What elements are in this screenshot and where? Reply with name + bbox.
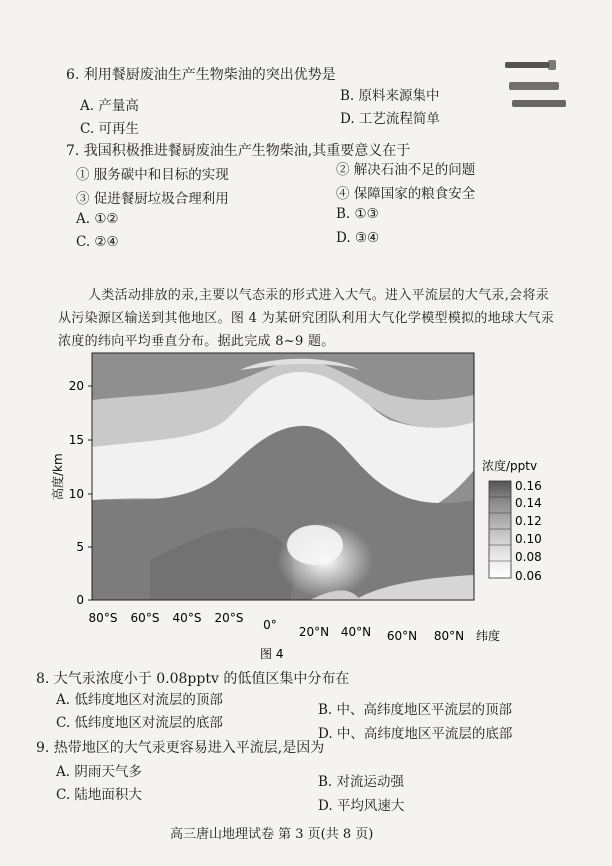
q6-option-b: B. 原料来源集中 xyxy=(340,88,440,104)
xtick-label: 40°S xyxy=(172,611,202,625)
x-axis xyxy=(89,611,500,643)
q8-option-a: A. 低纬度地区对流层的顶部 xyxy=(56,692,223,708)
q8-option-d: D. 中、高纬度地区平流层的底部 xyxy=(318,726,513,742)
passage-line-2: 从污染源区输送到其他地区。图 4 为某研究团队利用大气化学模型模拟的地球大气汞 xyxy=(58,311,555,326)
y-axis xyxy=(50,379,92,607)
legend-value: 0.16 xyxy=(515,479,542,493)
passage-line-1: 人类活动排放的汞,主要以气态汞的形式进入大气。进入平流层的大气汞,会将汞 xyxy=(88,288,550,303)
xtick-label: 20°S xyxy=(214,611,244,625)
legend xyxy=(482,458,542,583)
legend-value: 0.06 xyxy=(515,569,542,583)
xtick-label: 80°N xyxy=(433,629,465,643)
xtick-label: 80°S xyxy=(88,611,118,625)
q9-option-a: A. 阴雨天气多 xyxy=(56,764,142,780)
q6-option-d: D. 工艺流程简单 xyxy=(340,111,440,127)
legend-value: 0.14 xyxy=(515,496,542,510)
legend-value: 0.12 xyxy=(515,514,542,528)
q6-option-c: C. 可再生 xyxy=(80,121,139,137)
y-axis-label: 高度/km xyxy=(51,453,65,500)
q8-option-b: B. 中、高纬度地区平流层的顶部 xyxy=(318,702,513,718)
legend-value: 0.10 xyxy=(515,532,542,546)
q7-option-c: C. ②④ xyxy=(76,234,119,250)
ytick-label: 10 xyxy=(68,487,84,501)
legend-title: 浓度/pptv xyxy=(482,459,538,473)
q7-stem: 7. 我国积极推进餐厨废油生产生物柴油,其重要意义在于 xyxy=(66,143,411,159)
legend-value: 0.08 xyxy=(515,550,542,564)
q7-option-b: B. ①③ xyxy=(336,206,379,222)
xtick-label: 60°S xyxy=(130,611,160,625)
q9-option-d: D. 平均风速大 xyxy=(318,798,405,814)
xtick-label: 20°N xyxy=(298,625,330,639)
xtick-label: 40°N xyxy=(340,625,372,639)
ytick-label: 15 xyxy=(68,433,84,447)
q8-stem: 8. 大气汞浓度小于 0.08pptv 的低值区集中分布在 xyxy=(36,671,350,687)
q9-option-c: C. 陆地面积大 xyxy=(56,787,142,803)
ytick-label: 0 xyxy=(76,593,84,607)
q8-option-c: C. 低纬度地区对流层的底部 xyxy=(56,715,223,731)
q6-stem: 6. 利用餐厨废油生产生物柴油的突出优势是 xyxy=(66,67,336,83)
figure-caption: 图 4 xyxy=(260,647,284,661)
q7-item-3: ③ 促进餐厨垃圾合理利用 xyxy=(76,191,229,207)
concentration-field xyxy=(92,353,474,600)
passage-line-3: 浓度的纬向平均垂直分布。据此完成 8~9 题。 xyxy=(58,334,335,349)
q7-item-4: ④ 保障国家的粮食安全 xyxy=(336,186,476,202)
x-axis-label: 纬度 xyxy=(476,629,501,643)
page-footer: 高三唐山地理试卷 第 3 页(共 8 页) xyxy=(170,827,374,842)
xtick-label: 0° xyxy=(263,618,277,632)
xtick-label: 60°N xyxy=(386,629,418,643)
q7-option-a: A. ①② xyxy=(76,211,119,227)
q9-stem: 9. 热带地区的大气汞更容易进入平流层,是因为 xyxy=(36,740,325,756)
q6-option-a: A. 产量高 xyxy=(80,98,139,114)
q7-item-2: ② 解决石油不足的问题 xyxy=(336,162,476,178)
q7-option-d: D. ③④ xyxy=(336,230,380,246)
ytick-label: 5 xyxy=(76,540,84,554)
legend-colorbar xyxy=(489,481,511,578)
q9-option-b: B. 对流运动强 xyxy=(318,774,405,790)
q7-item-1: ① 服务碳中和目标的实现 xyxy=(76,167,229,183)
ytick-label: 20 xyxy=(68,379,84,393)
